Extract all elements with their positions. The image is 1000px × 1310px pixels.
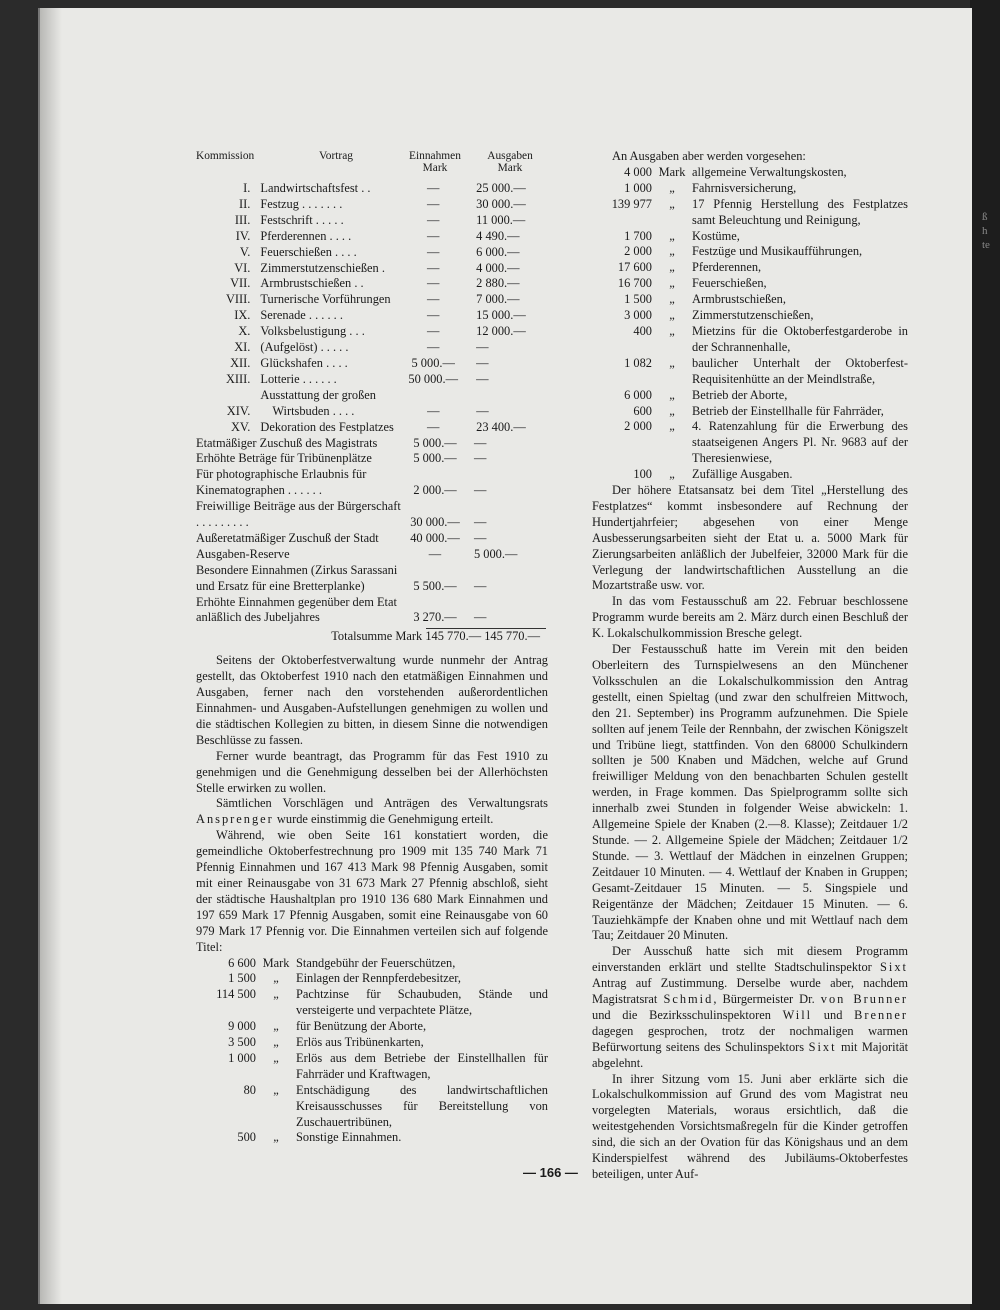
row-number: IV. bbox=[235, 228, 251, 243]
table-row bbox=[196, 499, 548, 531]
table-header bbox=[196, 151, 548, 181]
row-ausgaben: — bbox=[474, 530, 487, 545]
row-einnahmen: 40 000.— bbox=[410, 530, 460, 545]
row-einnahmen: — bbox=[427, 181, 440, 195]
list-unit: „ bbox=[273, 1130, 279, 1145]
list-amount: 139 977 bbox=[611, 196, 652, 211]
list-text: Erlös aus Tribünenkarten, bbox=[296, 1035, 424, 1050]
list-amount: 500 bbox=[237, 1130, 256, 1145]
list-amount: 2 000 bbox=[624, 419, 652, 434]
list-text: Pferderennen, bbox=[692, 260, 762, 275]
list-unit: Mark bbox=[262, 955, 290, 970]
row-einnahmen: 5 000.— bbox=[413, 451, 457, 466]
row-ausgaben: 12 000.— bbox=[476, 324, 526, 339]
row-label: Ausgaben-Reserve bbox=[196, 546, 290, 561]
row-einnahmen: 5 000.— bbox=[413, 435, 457, 450]
row-einnahmen: 50 000.— bbox=[408, 371, 458, 386]
paragraph: In ihrer Sitzung vom 15. Juni aber erklärte sich die Lokalschulkommission auf Grund des vom Magistrat neu vorgelegten Materials, woraus ersichtlich, daß die weitestgehenden Vorsichtsmaßregeln für die Kinder getroffen sind, die sich an der Ovation für das Königshaus und an dem Kinderspielfest während des Jubiläums-Oktoberfestes beteiligen, unter Auf- bbox=[592, 1071, 908, 1181]
list-amount: 600 bbox=[633, 403, 652, 418]
total-row bbox=[196, 629, 548, 645]
row-ausgaben: 11 000.— bbox=[476, 212, 526, 227]
row-label: Festzug . . . . . . . bbox=[260, 196, 343, 211]
paragraph: Sämtlichen Vorschlägen und Anträgen des Verwaltungsrats Ansprenger wurde einstimmig die Genehmigung erteilt. bbox=[196, 796, 548, 827]
list-text: 4. Ratenzahlung für die Erwerbung des staatseigenen Angers Pl. Nr. 9683 auf der Theresienwiese, bbox=[692, 419, 908, 466]
extra-rows bbox=[196, 436, 548, 627]
list-item bbox=[592, 404, 908, 420]
row-ausgaben: 4 000.— bbox=[476, 260, 520, 275]
right-column bbox=[592, 149, 908, 1183]
row-ausgaben: 15 000.— bbox=[476, 308, 526, 323]
header-einnahmen: Einnahmen Mark bbox=[409, 150, 461, 174]
row-label: Besondere Einnahmen (Zirkus Sarassani und Ersatz für eine Bretterplanke) bbox=[196, 562, 398, 593]
paragraph: Seitens der Oktoberfestverwaltung wurde nunmehr der Antrag gestellt, das Oktoberfest 1910 nach den etatmäßigen Einnahmen und Ausgaben, ferner nach den vorstehenden außerordentlichen Einnahmen- und Ausgaben-Aufstellungen genehmigen zu wollen und die städtischen Kollegien zu bitten, in diesem Sinne die notwendigen Beschlüsse zu fassen. bbox=[196, 653, 548, 747]
table-row bbox=[196, 467, 548, 499]
list-text: Fahrnisversicherung, bbox=[692, 180, 797, 195]
list-unit: „ bbox=[669, 276, 675, 291]
row-ausgaben: 2 880.— bbox=[476, 276, 520, 291]
row-ausgaben: — bbox=[474, 451, 487, 466]
paragraph: Der Ausschuß hatte sich mit diesem Programm einverstanden erklärt und stellte Stadtschulinspektor Sixt Antrag auf Zustimmung. Derselbe wurde aber, nachdem Magistratsrat Schmid, Bürgermeister Dr. von Brunner und die Bezirksschulinspektoren Will und Brenner dagegen gesprochen, trotz der nochmaligen warmen Befürwortung seitens des Schulinspektors Sixt mit Majorität abgelehnt. bbox=[592, 944, 909, 1070]
table-row bbox=[196, 340, 548, 356]
row-label: Feuerschießen . . . . bbox=[260, 244, 357, 259]
list-item bbox=[592, 356, 908, 388]
list-unit: „ bbox=[669, 228, 675, 243]
row-ausgaben: 30 000.— bbox=[476, 196, 526, 211]
row-einnahmen: 5 500.— bbox=[413, 578, 457, 593]
list-text: Armbrustschießen, bbox=[692, 292, 786, 307]
list-text: Standgebühr der Feuerschützen, bbox=[296, 955, 456, 970]
list-item bbox=[592, 308, 908, 324]
page-number: — 166 — bbox=[523, 1165, 578, 1180]
list-text: allgemeine Verwaltungskosten, bbox=[692, 164, 847, 179]
row-label: Etatmäßiger Zuschuß des Magistrats bbox=[196, 435, 378, 450]
row-label: Zimmerstutzenschießen . bbox=[260, 260, 385, 275]
row-number: XIII. bbox=[225, 371, 251, 386]
row-einnahmen: 2 000.— bbox=[413, 483, 457, 498]
list-text: Sonstige Einnahmen. bbox=[296, 1130, 402, 1145]
list-text: für Benützung der Aborte, bbox=[296, 1019, 427, 1034]
list-amount: 1 700 bbox=[624, 228, 652, 243]
list-item bbox=[592, 260, 908, 276]
row-label: Glückshafen . . . . bbox=[260, 355, 348, 370]
list-amount: 1 000 bbox=[228, 1050, 256, 1065]
row-label: Für photographische Erlaubnis für Kinematographen . . . . . . bbox=[196, 467, 367, 498]
table-row bbox=[196, 229, 548, 245]
list-item bbox=[196, 1035, 548, 1051]
einnahmen-list bbox=[196, 956, 548, 1147]
list-amount: 6 600 bbox=[228, 955, 256, 970]
list-amount: 1 500 bbox=[228, 971, 256, 986]
table-row bbox=[196, 531, 548, 547]
row-einnahmen: — bbox=[427, 260, 440, 275]
row-number: XII. bbox=[230, 355, 251, 370]
list-unit: „ bbox=[669, 260, 675, 275]
list-item bbox=[592, 276, 908, 292]
row-einnahmen: — bbox=[427, 212, 440, 227]
row-number: VIII. bbox=[225, 292, 251, 307]
list-unit: „ bbox=[669, 467, 675, 482]
header-vortrag: Vortrag bbox=[319, 150, 353, 162]
list-unit: „ bbox=[669, 308, 675, 323]
row-einnahmen: — bbox=[427, 308, 440, 323]
row-label: Erhöhte Beträge für Tribünenplätze bbox=[196, 451, 372, 466]
list-text: Zufällige Ausgaben. bbox=[692, 467, 793, 482]
list-unit: „ bbox=[669, 419, 675, 434]
list-amount: 2 000 bbox=[624, 244, 652, 259]
row-einnahmen: 3 270.— bbox=[413, 610, 457, 625]
total-einnahmen: 145 770.— bbox=[425, 629, 482, 644]
row-label: (Aufgelöst) . . . . . bbox=[260, 340, 349, 355]
list-item bbox=[592, 229, 908, 245]
table-row bbox=[196, 245, 548, 261]
list-item bbox=[196, 1019, 548, 1035]
row-ausgaben: 5 000.— bbox=[474, 546, 518, 561]
list-text: Feuerschießen, bbox=[692, 276, 767, 291]
list-amount: 6 000 bbox=[624, 387, 652, 402]
row-ausgaben: — bbox=[474, 483, 487, 498]
table-row bbox=[196, 595, 548, 627]
list-unit: „ bbox=[273, 987, 279, 1002]
list-item bbox=[592, 292, 908, 308]
list-amount: 1 082 bbox=[624, 355, 652, 370]
row-number: X. bbox=[238, 324, 251, 339]
list-unit: „ bbox=[273, 971, 279, 986]
row-einnahmen: — bbox=[427, 340, 440, 355]
list-item bbox=[592, 467, 908, 483]
margin-marks: ß h te bbox=[982, 211, 990, 251]
row-einnahmen: — bbox=[427, 196, 440, 211]
list-text: Einlagen der Rennpferdebesitzer, bbox=[296, 971, 461, 986]
row-einnahmen: — bbox=[428, 546, 442, 561]
table-row bbox=[196, 308, 548, 324]
row-label: Freiwillige Beiträge aus der Bürgerschaft . . . . . . . . . bbox=[196, 499, 401, 530]
row-label: Armbrustschießen . . bbox=[260, 276, 364, 291]
paragraph: Ferner wurde beantragt, das Programm für das Fest 1910 zu genehmigen und die Genehmigung desselben bei der Allerhöchsten Stelle erwirken zu wollen. bbox=[196, 748, 548, 795]
list-item bbox=[196, 1130, 548, 1146]
paragraph: In das vom Festausschuß am 22. Februar beschlossene Programm wurde bereits am 2. März durch einen Beschluß der K. Lokalschulkommission Bresche gelegt. bbox=[592, 594, 908, 641]
table-row bbox=[196, 197, 548, 213]
list-text: Erlös aus dem Betriebe der Einstellhallen für Fahrräder und Kraftwagen, bbox=[296, 1050, 548, 1081]
list-unit: „ bbox=[669, 387, 675, 402]
list-text: Festzüge und Musikaufführungen, bbox=[692, 244, 863, 259]
row-einnahmen: — bbox=[427, 228, 440, 243]
list-unit: „ bbox=[669, 196, 675, 211]
row-number: V. bbox=[239, 244, 251, 259]
list-text: 17 Pfennig Herstellung des Festplatzes samt Beleuchtung und Reinigung, bbox=[692, 196, 908, 227]
list-unit: „ bbox=[273, 1019, 279, 1034]
row-ausgaben: — bbox=[476, 340, 489, 355]
list-text: Betrieb der Aborte, bbox=[692, 387, 788, 402]
table-row bbox=[196, 356, 548, 372]
table-row bbox=[196, 276, 548, 292]
list-item bbox=[196, 956, 548, 972]
list-unit: „ bbox=[669, 180, 675, 195]
list-item bbox=[592, 324, 908, 356]
person-name: Ansprenger bbox=[196, 812, 274, 827]
list-text: Pachtzinse für Schaubuden, Stände und versteigerte und verpachtete Plätze, bbox=[296, 987, 548, 1018]
row-ausgaben: — bbox=[476, 355, 489, 370]
row-label: Landwirtschaftsfest . . bbox=[260, 181, 371, 195]
list-item bbox=[592, 181, 908, 197]
paragraph: Der Festausschuß hatte im Verein mit den beiden Oberleitern des Turnspielwesens an den Münchener Volksschulen an die Lokalschulkommission den Antrag gestellt, einen Spieltag (und zwar den schulfreien Mittwoch, den 21. September) ins Programm aufzunehmen. Die Spiele sollten auf jenem Teile der Rennbahn, der zwischen Königszelt und Tribüne liegt, stattfinden. Von den 68000 Schulkindern sollten je 500 Knaben und Mädchen, welche auf Grund freiwilliger Meldung von den benachbarten Schulen gestellt werden, in Frage kommen. Das Spielprogramm sollte sich innerhalb zwei Stunden in folgender Weise abwickeln: 1. Allgemeine Spiele der Knaben (2.—8. Klasse); Zeitdauer 1/2 Stunde. — 2. Allgemeine Spiele der Mädchen; Zeitdauer 1/2 Stunde. — 3. Wettlauf der Mädchen in einzelnen Gruppen; Zeitdauer 10 Minuten. — 4. Wettlauf der Knaben in Gruppen; Gesamt-Zeitdauer 15 Minuten. — 5. Singspiele und Reigentänze der Mädchen; Zeitdauer 15 Minuten. — 6. Tauziehkämpfe der Knaben ohne und mit Wettlauf nach dem Tau; Zeitdauer 20 Minuten. bbox=[592, 642, 908, 943]
list-text: Betrieb der Einstellhalle für Fahrräder, bbox=[692, 403, 884, 418]
row-label: Pferderennen . . . . bbox=[260, 228, 352, 243]
list-amount: 17 600 bbox=[617, 260, 652, 275]
table-row bbox=[196, 261, 548, 277]
list-amount: 9 000 bbox=[228, 1019, 256, 1034]
row-label: Volksbelustigung . . . bbox=[260, 324, 365, 339]
row-einnahmen: — bbox=[427, 292, 440, 307]
list-unit: „ bbox=[669, 355, 675, 370]
table-row bbox=[196, 436, 548, 452]
list-item bbox=[196, 1051, 548, 1083]
list-amount: 16 700 bbox=[617, 276, 652, 291]
list-item bbox=[196, 1083, 548, 1131]
list-unit: „ bbox=[669, 403, 675, 418]
left-column bbox=[196, 151, 548, 1146]
list-amount: 400 bbox=[633, 323, 652, 338]
ausgaben-list bbox=[592, 165, 908, 483]
table-row bbox=[196, 292, 548, 308]
list-unit: „ bbox=[273, 1035, 279, 1050]
row-ausgaben: 7 000.— bbox=[476, 292, 520, 307]
header-ausgaben: Ausgaben Mark bbox=[487, 150, 533, 174]
scanner-background bbox=[970, 0, 1000, 1310]
list-item bbox=[196, 987, 548, 1019]
list-item bbox=[592, 419, 908, 467]
table-row bbox=[196, 372, 548, 388]
list-amount: 1 500 bbox=[624, 292, 652, 307]
row-ausgaben: — bbox=[476, 371, 489, 386]
table-row bbox=[196, 547, 548, 563]
list-amount: 80 bbox=[243, 1082, 256, 1097]
list-amount: 114 500 bbox=[216, 987, 256, 1002]
table-row: XIV. Wirtsbuden . . . . — — bbox=[226, 403, 489, 418]
row-label: Außeretatmäßiger Zuschuß der Stadt bbox=[196, 530, 379, 545]
list-unit: „ bbox=[273, 1050, 279, 1065]
list-text: Entschädigung des landwirtschaftlichen Kreisausschusses für Bereitstellung von Zuschauertribünen, bbox=[296, 1082, 548, 1129]
row-einnahmen: 5 000.— bbox=[411, 355, 455, 370]
header-kommission: Kommission bbox=[196, 150, 255, 162]
list-amount: 1 000 bbox=[624, 180, 652, 195]
row-label: Serenade . . . . . . bbox=[260, 308, 343, 323]
table-row bbox=[196, 181, 548, 197]
row-number: XI. bbox=[234, 340, 251, 355]
paragraph: An Ausgaben aber werden vorgesehen: bbox=[612, 149, 806, 163]
row-label: Festschrift . . . . . bbox=[260, 212, 344, 227]
list-unit: „ bbox=[669, 244, 675, 259]
table-row bbox=[196, 563, 548, 595]
row-ausgaben: — bbox=[474, 515, 487, 530]
row-ausgaben: — bbox=[474, 610, 487, 625]
total-ausgaben: 145 770.— bbox=[484, 629, 540, 644]
list-item bbox=[196, 971, 548, 987]
list-unit: „ bbox=[669, 292, 675, 307]
list-text: Zimmerstutzenschießen, bbox=[692, 308, 814, 323]
list-item bbox=[592, 197, 908, 229]
budget-rows bbox=[196, 181, 548, 388]
row-einnahmen: — bbox=[427, 276, 440, 291]
table-row bbox=[196, 451, 548, 467]
row-number: I. bbox=[243, 181, 251, 195]
row-label: Lotterie . . . . . . bbox=[260, 371, 337, 386]
list-amount: 3 000 bbox=[624, 308, 652, 323]
list-unit: „ bbox=[669, 323, 675, 338]
list-item bbox=[592, 388, 908, 404]
list-amount: 3 500 bbox=[228, 1035, 256, 1050]
row-ausgaben: — bbox=[474, 578, 487, 593]
list-text: baulicher Unterhalt der Oktoberfest-Requisitenhütte an der Meindlstraße, bbox=[692, 355, 908, 386]
list-unit: „ bbox=[273, 1082, 279, 1097]
row-ausgaben: 6 000.— bbox=[476, 244, 520, 259]
paragraph: Der höhere Etatsansatz bei dem Titel „Herstellung des Festplatzes“ kommt insbesondere auf Rechnung der Hundertjahrfeier; abgesehen von einer Menge Ausbesserungsarbeiten sieht der Etat u. a. 5000 Mark für Zierungsarbeiten anläßlich der Jubelfeier, 32000 Mark für die Verlegung der landwirtschaftlichen Ausstellung an die Mozartstraße usw. vor. bbox=[592, 483, 908, 593]
list-item bbox=[592, 165, 908, 181]
list-unit: Mark bbox=[658, 164, 686, 179]
list-amount: 4 000 bbox=[624, 164, 652, 179]
row-number: II. bbox=[239, 196, 251, 211]
table-row bbox=[196, 213, 548, 229]
row-number: III. bbox=[234, 212, 251, 227]
row-number: VI. bbox=[234, 260, 251, 275]
row-ausgaben: 4 490.— bbox=[476, 228, 520, 243]
row-einnahmen: — bbox=[427, 324, 440, 339]
row-label: Turnerische Vorführungen bbox=[260, 292, 391, 307]
list-item bbox=[592, 244, 908, 260]
table-row: XV. Dekoration des Festplatzes — 23 400.— bbox=[230, 419, 526, 434]
list-text: Mietzins für die Oktoberfestgarderobe in der Schrannenhalle, bbox=[692, 323, 908, 354]
row-einnahmen: 30 000.— bbox=[410, 515, 460, 530]
row-einnahmen: — bbox=[427, 244, 440, 259]
row-number: IX. bbox=[234, 308, 251, 323]
list-amount: 100 bbox=[633, 467, 652, 482]
list-text: Kostüme, bbox=[692, 228, 740, 243]
total-label: Totalsumme Mark bbox=[331, 629, 423, 644]
table-row: Ausstattung der großen bbox=[260, 387, 376, 402]
table-row bbox=[196, 324, 548, 340]
row-ausgaben: — bbox=[474, 435, 487, 450]
row-label: Erhöhte Einnahmen gegenüber dem Etat anläßlich des Jubeljahres bbox=[196, 594, 397, 625]
row-ausgaben: 25 000.— bbox=[476, 181, 526, 195]
paragraph: Während, wie oben Seite 161 konstatiert worden, die gemeindliche Oktoberfestrechnung pro 1909 mit 135 740 Mark 71 Pfennig Einnahmen und 167 413 Mark 98 Pfennig Ausgaben, somit mit einer Reinausgabe von 31 673 Mark 27 Pfennig abschloß, sieht der städtische Haushaltplan pro 1910 136 680 Mark Einnahmen und 197 659 Mark 17 Pfennig Ausgaben, somit eine Reinausgabe von 60 979 Mark 17 Pfennig vor. Die Einnahmen verteilen sich auf folgende Titel: bbox=[196, 828, 548, 954]
row-number: VII. bbox=[230, 276, 251, 291]
